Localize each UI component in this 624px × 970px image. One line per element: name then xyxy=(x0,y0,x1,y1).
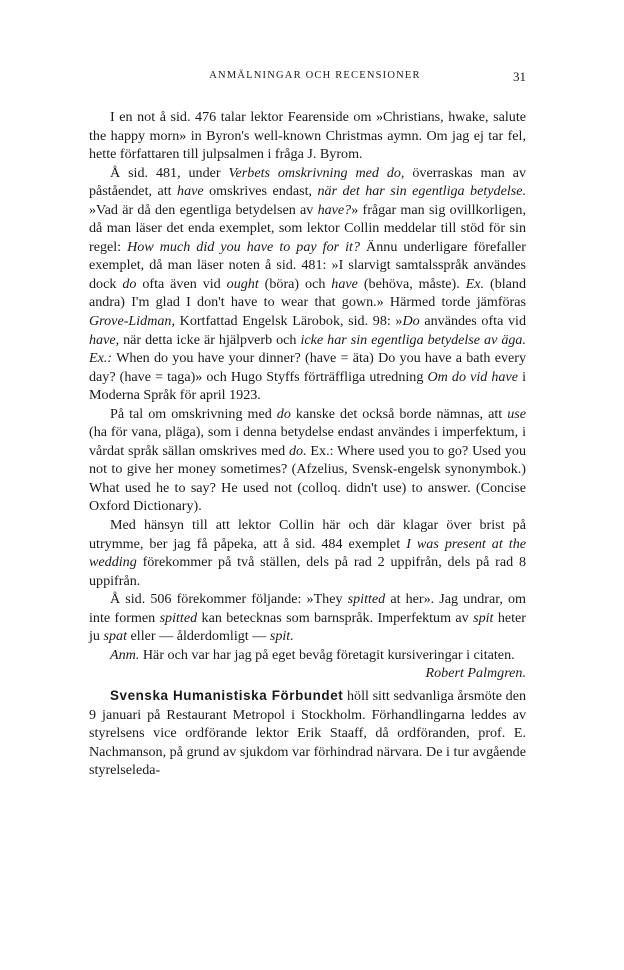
italic-run: do. xyxy=(288,442,307,459)
italic-run: use xyxy=(507,405,526,422)
italic-run: icke har sin egentliga betydelse av äga. Ex.: xyxy=(89,331,526,367)
italic-run: have xyxy=(331,275,358,292)
text-run: Med hänsyn till att lektor Collin här och där klagar över brist på utrymme, ber jag få påpeka, att å sid. 484 exemplet xyxy=(89,517,526,552)
italic-run: ought xyxy=(226,275,259,292)
notice-text: höll sitt sedvanliga årsmöte den 9 januari på Restaurant Metropol i Stockholm. Förhandlingarna leddes av styrelsens vice ordförande lektor Erik Staaff, då ordföranden, prof. E. Nachmanson, på grund av sjukdom var förhindrad närvara. De i tur avgående styrelseleda- xyxy=(89,688,526,779)
text-run: Kortfattad Engelsk Lärobok, sid. 98: » xyxy=(175,313,403,330)
text-run: Ex.: Where used you to go? Used you not to give her money sometimes? (Afzelius, Svensk-engelsk synonymbok.) What used he to say? He used not (colloq. didn't use) to answer. (Concise Oxford Dictionary). xyxy=(89,442,526,515)
italic-run: do xyxy=(276,405,291,422)
notice-paragraph xyxy=(89,687,526,780)
text-run: användes ofta vid xyxy=(419,313,526,330)
italic-run: spat xyxy=(103,628,127,645)
review-paragraph-2 xyxy=(89,164,526,405)
italic-run: do xyxy=(122,275,137,292)
text-run: överraskas man av påståendet, att xyxy=(89,164,526,200)
text-run: i Moderna Språk för april 1923. xyxy=(89,368,526,404)
text-run: heter ju xyxy=(89,609,526,645)
italic-run: spit xyxy=(473,609,494,626)
review-paragraph-1 xyxy=(89,108,526,164)
text-run: Här och var har jag på eget bevåg företagit kursiveringar i citaten. xyxy=(139,646,515,663)
italic-run: när det har sin egentliga betydelse. xyxy=(317,183,527,200)
review-article xyxy=(89,108,526,683)
italic-run: Do xyxy=(402,313,420,330)
italic-run: How much did you have to pay for it? xyxy=(127,238,361,255)
italic-run: Grove-Lidman, xyxy=(89,313,175,330)
italic-run: have xyxy=(177,183,204,200)
page-number: 31 xyxy=(513,69,526,84)
text-run: When do you have your dinner? (have = äta) Do you have a bath every day? (have = taga)» och Hugo Styffs förträffliga utredning xyxy=(89,350,526,385)
text-run: » frågar man sig ovillkorligen, då man läser det enda exemplet, som lektor Collin meddelar till stöd för sin regel: xyxy=(89,201,526,255)
italic-run: Om do vid have xyxy=(427,368,518,385)
text-run: På tal om omskrivning med xyxy=(110,405,277,422)
text-run: Å sid. 506 förekommer följande: »They xyxy=(110,591,348,608)
text-run: (böra) och xyxy=(258,275,332,292)
italic-run: Ex. xyxy=(465,275,485,292)
paragraph-text: I en not å sid. 476 talar lektor Fearenside om »Christians, hwake, salute the happy morn» in Byron's well-known Christmas aymn. Om jag ej tar fel, hette författaren till julpsalmen i fråga J. Byrom. xyxy=(89,109,526,163)
text-run: omskrives endast, xyxy=(203,183,318,200)
italic-run: have, xyxy=(89,331,120,348)
running-title: ANMÄLNINGAR OCH RECENSIONER xyxy=(209,70,421,81)
review-paragraph-4 xyxy=(89,516,526,590)
review-paragraph-5 xyxy=(89,590,526,646)
text-run: (bland andra) I'm glad I don't have to wear that gown.» Härmed torde jämföras xyxy=(89,275,527,311)
review-paragraph-3 xyxy=(89,405,526,516)
italic-run: Anm. xyxy=(110,646,140,663)
text-run: (ha för vana, pläga), som i denna betydelse endast användes i imperfektum, i vårdat språk sällan omskrives med xyxy=(89,424,526,459)
author-signature: Robert Palmgren. xyxy=(425,665,526,682)
association-notice xyxy=(89,687,526,780)
italic-run: spitted xyxy=(159,609,198,626)
text-run: »Vad är då den egentliga betydelsen av xyxy=(89,201,318,218)
text-run: förekommer på två ställen, dels på rad 2 uppifrån, dels på rad 8 uppifrån. xyxy=(89,554,526,589)
italic-run: spit. xyxy=(269,628,294,645)
text-run: Ännu underligare förefaller exemplet, då man läser noten å sid. 481: »I slarvigt samtalsspråk användes dock xyxy=(89,238,526,292)
page-header xyxy=(90,70,540,92)
text-run: när detta icke är hjälpverb och xyxy=(119,331,301,348)
italic-run: spitted xyxy=(347,591,386,608)
review-paragraph-6 xyxy=(89,646,526,682)
text-run: ofta även vid xyxy=(136,275,227,292)
italic-run: Verbets omskrivning med do, xyxy=(228,164,405,181)
text-run: (behöva, måste). xyxy=(357,275,466,292)
text-run: Å sid. 481, under xyxy=(110,164,229,181)
notice-heading: Svenska Humanistiska Förbundet xyxy=(110,688,344,703)
text-run: at her». Jag undrar, om inte formen xyxy=(89,591,526,626)
italic-run: have? xyxy=(317,201,352,218)
italic-run: I was present at the wedding xyxy=(89,535,526,571)
text-run: eller — ålderdomligt — xyxy=(127,628,270,645)
text-run: kan betecknas som barnspråk. Imperfektum av xyxy=(197,609,474,626)
text-run: kanske det också borde nämnas, att xyxy=(290,405,508,422)
